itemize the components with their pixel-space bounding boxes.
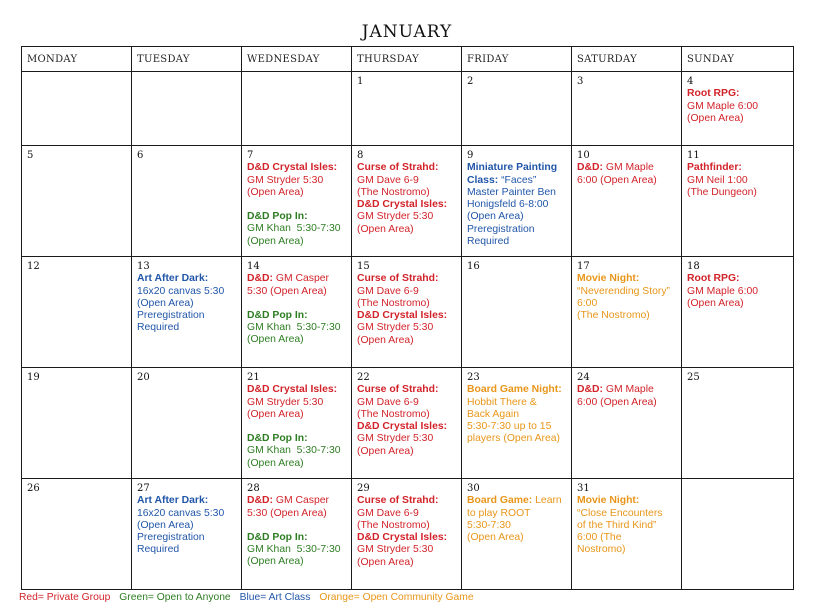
event-detail: D&D Pop In: bbox=[247, 309, 308, 321]
event-detail: GM Stryder 5:30 bbox=[357, 211, 434, 223]
day-cell bbox=[242, 72, 352, 146]
event-title-line bbox=[357, 273, 458, 285]
event-detail: Required bbox=[137, 544, 180, 556]
event-detail: (Open Area) bbox=[357, 334, 414, 346]
event-detail: GM Dave 6-9 bbox=[357, 285, 419, 297]
event-detail: (The Dungeon) bbox=[687, 186, 757, 198]
day-number: 24 bbox=[577, 372, 590, 383]
event-title: D&D Pop In: bbox=[247, 531, 308, 543]
day-cell bbox=[572, 146, 682, 257]
day-cell bbox=[352, 72, 462, 146]
event-title: Curse of Strahd: bbox=[357, 495, 439, 507]
event-title: D&D: bbox=[577, 384, 603, 396]
day-number: 7 bbox=[247, 150, 254, 161]
day-number: 8 bbox=[357, 150, 364, 161]
day-cell bbox=[682, 146, 794, 257]
event-detail: (Open Area) bbox=[247, 334, 304, 346]
event-detail: to play ROOT bbox=[467, 507, 531, 519]
event-detail: Master Painter Ben bbox=[467, 186, 556, 198]
event-detail: Back Again bbox=[467, 408, 519, 420]
day-number: 11 bbox=[687, 150, 700, 161]
event-title-suffix: GM Casper bbox=[272, 273, 329, 285]
event-detail: 5:30 (Open Area) bbox=[247, 507, 327, 519]
event-detail: GM Stryder 5:30 bbox=[357, 544, 434, 556]
day-number: 15 bbox=[357, 261, 370, 272]
event-detail: 5:30-7:30 bbox=[467, 519, 511, 531]
day-number: 2 bbox=[467, 76, 474, 87]
event-title-line bbox=[467, 175, 568, 187]
event-detail: (Open Area) bbox=[247, 235, 304, 247]
event-detail: 5:30 (Open Area) bbox=[247, 285, 327, 297]
event-detail: (Open Area) bbox=[467, 532, 524, 544]
event-title-line bbox=[577, 273, 678, 285]
calendar-event bbox=[357, 421, 458, 458]
day-number: 3 bbox=[577, 76, 584, 87]
event-detail: GM Maple 6:00 bbox=[687, 285, 759, 297]
calendar-event bbox=[247, 211, 348, 248]
event-detail: GM Stryder 5:30 bbox=[357, 322, 434, 334]
event-title: Root RPG: bbox=[687, 273, 740, 285]
calendar-event bbox=[357, 532, 458, 569]
event-detail: 6:00 (The bbox=[577, 532, 622, 544]
legend-item: Blue= Art Class bbox=[239, 592, 311, 603]
event-detail: Nostromo) bbox=[577, 544, 626, 556]
event-detail: Honigsfeld 6-8:00 bbox=[467, 199, 549, 211]
event-title: D&D Crystal Isles: bbox=[357, 532, 448, 544]
event-title-line bbox=[467, 495, 568, 507]
event-detail: GM Stryder 5:30 bbox=[247, 396, 324, 408]
event-detail: 16x20 canvas 5:30 bbox=[137, 507, 225, 519]
day-cell bbox=[462, 368, 572, 479]
event-title: Board Game Night: bbox=[467, 384, 562, 396]
event-title-line bbox=[357, 532, 458, 544]
event-title-suffix: GM Maple bbox=[602, 162, 654, 174]
event-title-line bbox=[137, 495, 238, 507]
event-detail: 16x20 canvas 5:30 bbox=[137, 285, 225, 297]
event-detail: players (Open Area) bbox=[467, 433, 560, 445]
event-detail: Required bbox=[137, 322, 180, 334]
day-cell bbox=[352, 257, 462, 368]
event-title-line bbox=[577, 384, 678, 396]
calendar-event bbox=[137, 495, 238, 556]
day-number: 5 bbox=[27, 150, 34, 161]
day-cell bbox=[462, 72, 572, 146]
calendar-event bbox=[247, 273, 348, 298]
day-number: 20 bbox=[137, 372, 150, 383]
day-cell bbox=[242, 257, 352, 368]
calendar-event bbox=[247, 433, 348, 470]
day-cell bbox=[132, 146, 242, 257]
day-cell bbox=[242, 368, 352, 479]
calendar-event bbox=[577, 384, 678, 409]
day-number: 4 bbox=[687, 76, 694, 87]
calendar-event bbox=[247, 495, 348, 520]
day-number: 17 bbox=[577, 261, 590, 272]
day-cell bbox=[462, 257, 572, 368]
day-number: 26 bbox=[27, 483, 40, 494]
event-title-line bbox=[357, 199, 458, 211]
calendar-event bbox=[577, 495, 678, 556]
event-detail: Required bbox=[467, 236, 510, 248]
event-detail: Preregistration bbox=[137, 532, 205, 544]
week-row bbox=[22, 368, 794, 479]
event-title-line bbox=[357, 162, 458, 174]
event-title: Curse of Strahd: bbox=[357, 162, 439, 174]
calendar-event bbox=[357, 310, 458, 347]
day-cell bbox=[132, 257, 242, 368]
day-cell bbox=[22, 72, 132, 146]
event-detail: (Open Area) bbox=[247, 408, 304, 420]
event-detail: “Neverending Story” bbox=[577, 285, 670, 297]
day-cell bbox=[682, 368, 794, 479]
event-title: Movie Night: bbox=[577, 495, 640, 507]
event-detail: (Open Area) bbox=[467, 211, 524, 223]
weekday-header: WEDNESDAY bbox=[242, 47, 352, 72]
day-cell bbox=[352, 146, 462, 257]
calendar-event bbox=[357, 384, 458, 421]
event-detail: Hobbit There & bbox=[467, 396, 537, 408]
event-title-line bbox=[467, 384, 568, 396]
event-detail: GM Stryder 5:30 bbox=[247, 174, 324, 186]
day-cell bbox=[682, 257, 794, 368]
day-cell bbox=[572, 368, 682, 479]
day-number: 25 bbox=[687, 372, 700, 383]
event-title: D&D Crystal Isles: bbox=[357, 310, 448, 322]
event-title-suffix: Learn bbox=[532, 495, 562, 507]
calendar-event bbox=[247, 162, 348, 199]
event-title-line bbox=[687, 162, 790, 174]
event-title: Miniature Painting bbox=[467, 162, 558, 174]
calendar-event bbox=[137, 273, 238, 334]
calendar-event bbox=[247, 532, 348, 569]
day-number: 12 bbox=[27, 261, 40, 272]
event-detail: (The Nostromo) bbox=[357, 519, 430, 531]
event-detail: (Open Area) bbox=[247, 556, 304, 568]
day-cell bbox=[132, 479, 242, 590]
calendar-event bbox=[687, 162, 790, 199]
day-cell bbox=[132, 368, 242, 479]
day-number: 22 bbox=[357, 372, 370, 383]
calendar-event bbox=[687, 273, 790, 310]
event-title-suffix: GM Casper bbox=[272, 495, 329, 507]
event-title: D&D Crystal Isles: bbox=[357, 199, 448, 211]
event-detail: (Open Area) bbox=[687, 297, 744, 309]
event-detail: (The Nostromo) bbox=[357, 186, 430, 198]
calendar-title: JANUARY bbox=[361, 22, 453, 42]
event-detail: 5:30-7:30 up to 15 bbox=[467, 421, 552, 433]
day-cell bbox=[572, 479, 682, 590]
day-cell bbox=[22, 479, 132, 590]
week-row bbox=[22, 146, 794, 257]
weekday-header: SATURDAY bbox=[572, 47, 682, 72]
event-detail: GM Maple 6:00 bbox=[687, 100, 759, 112]
event-title: D&D: bbox=[577, 162, 603, 174]
day-cell bbox=[22, 257, 132, 368]
event-title-line bbox=[467, 162, 568, 174]
event-title-line bbox=[577, 495, 678, 507]
event-title-line bbox=[577, 162, 678, 174]
day-cell bbox=[572, 72, 682, 146]
event-detail: 6:00 (Open Area) bbox=[577, 396, 657, 408]
week-row bbox=[22, 257, 794, 368]
event-detail: GM Khan 5:30-7:30 bbox=[247, 445, 341, 457]
event-detail: GM Khan 5:30-7:30 bbox=[247, 322, 341, 334]
day-cell bbox=[22, 368, 132, 479]
day-cell bbox=[682, 479, 794, 590]
event-detail: GM Khan 5:30-7:30 bbox=[247, 223, 341, 235]
event-title: Curse of Strahd: bbox=[357, 384, 439, 396]
event-title: D&D Pop In: bbox=[247, 211, 308, 223]
day-cell bbox=[572, 257, 682, 368]
day-cell bbox=[462, 146, 572, 257]
event-detail: GM Dave 6-9 bbox=[357, 174, 419, 186]
event-detail: 6:00 bbox=[577, 297, 598, 309]
event-title: D&D Crystal Isles: bbox=[247, 162, 338, 174]
day-number: 16 bbox=[467, 261, 480, 272]
calendar-event bbox=[577, 162, 678, 187]
calendar-event bbox=[247, 384, 348, 421]
calendar-body bbox=[22, 72, 794, 590]
event-detail: 6:00 (Open Area) bbox=[577, 174, 657, 186]
event-title: Pathfinder: bbox=[687, 162, 742, 174]
event-title: D&D Pop In: bbox=[247, 433, 308, 445]
calendar-event bbox=[467, 162, 568, 174]
event-detail: (The Nostromo) bbox=[357, 408, 430, 420]
event-title: D&D: bbox=[247, 273, 273, 285]
calendar-event bbox=[357, 199, 458, 236]
event-title: D&D: bbox=[247, 495, 273, 507]
day-number: 18 bbox=[687, 261, 700, 272]
event-detail: (Open Area) bbox=[687, 112, 744, 124]
event-title-line bbox=[247, 273, 348, 285]
calendar-event bbox=[467, 495, 568, 544]
event-detail: (Open Area) bbox=[357, 223, 414, 235]
day-cell bbox=[352, 479, 462, 590]
day-cell bbox=[22, 146, 132, 257]
weekday-header: THURSDAY bbox=[352, 47, 462, 72]
week-row bbox=[22, 72, 794, 146]
event-detail: GM Dave 6-9 bbox=[357, 507, 419, 519]
event-title: D&D Crystal Isles: bbox=[247, 384, 338, 396]
day-cell bbox=[242, 479, 352, 590]
day-number: 6 bbox=[137, 150, 144, 161]
event-detail: GM Khan 5:30-7:30 bbox=[247, 544, 341, 556]
color-legend bbox=[19, 592, 483, 603]
calendar-event bbox=[687, 88, 790, 125]
event-title: Art After Dark: bbox=[137, 495, 209, 507]
day-cell bbox=[352, 368, 462, 479]
event-detail: GM Neil 1:00 bbox=[687, 174, 748, 186]
legend-item: Red= Private Group bbox=[19, 592, 111, 603]
calendar-event bbox=[357, 273, 458, 310]
event-title-suffix: GM Maple bbox=[602, 384, 654, 396]
event-title-line bbox=[137, 273, 238, 285]
event-title: Root RPG: bbox=[687, 88, 740, 100]
event-title-line bbox=[687, 88, 790, 100]
day-number: 9 bbox=[467, 150, 474, 161]
day-cell bbox=[132, 72, 242, 146]
legend-item: Orange= Open Community Game bbox=[319, 592, 474, 603]
event-title: Movie Night: bbox=[577, 273, 640, 285]
weekday-header: SUNDAY bbox=[682, 47, 794, 72]
event-detail: (The Nostromo) bbox=[577, 310, 650, 322]
event-title-line bbox=[247, 162, 348, 174]
day-number: 31 bbox=[577, 483, 590, 494]
event-detail: of the Third Kind” bbox=[577, 519, 657, 531]
event-title-line bbox=[247, 532, 348, 544]
calendar-event bbox=[467, 384, 568, 445]
day-number: 1 bbox=[357, 76, 364, 87]
event-detail: (Open Area) bbox=[357, 556, 414, 568]
event-title-line bbox=[357, 495, 458, 507]
event-detail: (The Nostromo) bbox=[357, 297, 430, 309]
calendar-grid bbox=[21, 46, 794, 590]
event-detail: (Open Area) bbox=[247, 457, 304, 469]
calendar-event bbox=[357, 162, 458, 199]
event-title-line bbox=[247, 495, 348, 507]
event-detail: Preregistration bbox=[467, 223, 535, 235]
day-number: 19 bbox=[27, 372, 40, 383]
day-number: 10 bbox=[577, 150, 590, 161]
event-detail: (Open Area) bbox=[247, 186, 304, 198]
event-title-line bbox=[247, 384, 348, 396]
weekday-header-row bbox=[22, 47, 794, 72]
weekday-header: MONDAY bbox=[22, 47, 132, 72]
calendar-event bbox=[247, 310, 348, 347]
event-detail: (Open Area) bbox=[357, 445, 414, 457]
day-number: 29 bbox=[357, 483, 370, 494]
event-title: Board Game: bbox=[467, 495, 533, 507]
event-detail: “Close Encounters bbox=[577, 507, 663, 519]
day-cell bbox=[242, 146, 352, 257]
day-number: 30 bbox=[467, 483, 480, 494]
event-title-line bbox=[357, 421, 458, 433]
day-number: 27 bbox=[137, 483, 150, 494]
legend-item: Green= Open to Anyone bbox=[119, 592, 231, 603]
calendar-event bbox=[357, 495, 458, 532]
calendar-event bbox=[467, 175, 568, 249]
weekday-header: TUESDAY bbox=[132, 47, 242, 72]
event-detail: GM Stryder 5:30 bbox=[357, 433, 434, 445]
day-number: 13 bbox=[137, 261, 150, 272]
week-row bbox=[22, 479, 794, 590]
event-detail: GM Dave 6-9 bbox=[357, 396, 419, 408]
day-number: 14 bbox=[247, 261, 260, 272]
event-detail: (Open Area) bbox=[137, 519, 194, 531]
event-detail: Preregistration bbox=[137, 310, 205, 322]
weekday-header: FRIDAY bbox=[462, 47, 572, 72]
day-number: 21 bbox=[247, 372, 260, 383]
event-title-line bbox=[247, 211, 348, 223]
event-title: Art After Dark: bbox=[137, 273, 209, 285]
event-title-suffix: “Faces” bbox=[498, 174, 537, 186]
event-title-line bbox=[247, 433, 348, 445]
event-title: Curse of Strahd: bbox=[357, 273, 439, 285]
day-cell bbox=[462, 479, 572, 590]
event-title-line bbox=[687, 273, 790, 285]
event-title-line bbox=[357, 310, 458, 322]
event-title: Class: bbox=[467, 174, 499, 186]
event-detail: (Open Area) bbox=[137, 297, 194, 309]
event-title: D&D Crystal Isles: bbox=[357, 421, 448, 433]
event-title-line bbox=[357, 384, 458, 396]
calendar-event bbox=[577, 273, 678, 322]
day-cell bbox=[682, 72, 794, 146]
day-number: 28 bbox=[247, 483, 260, 494]
day-number: 23 bbox=[467, 372, 480, 383]
